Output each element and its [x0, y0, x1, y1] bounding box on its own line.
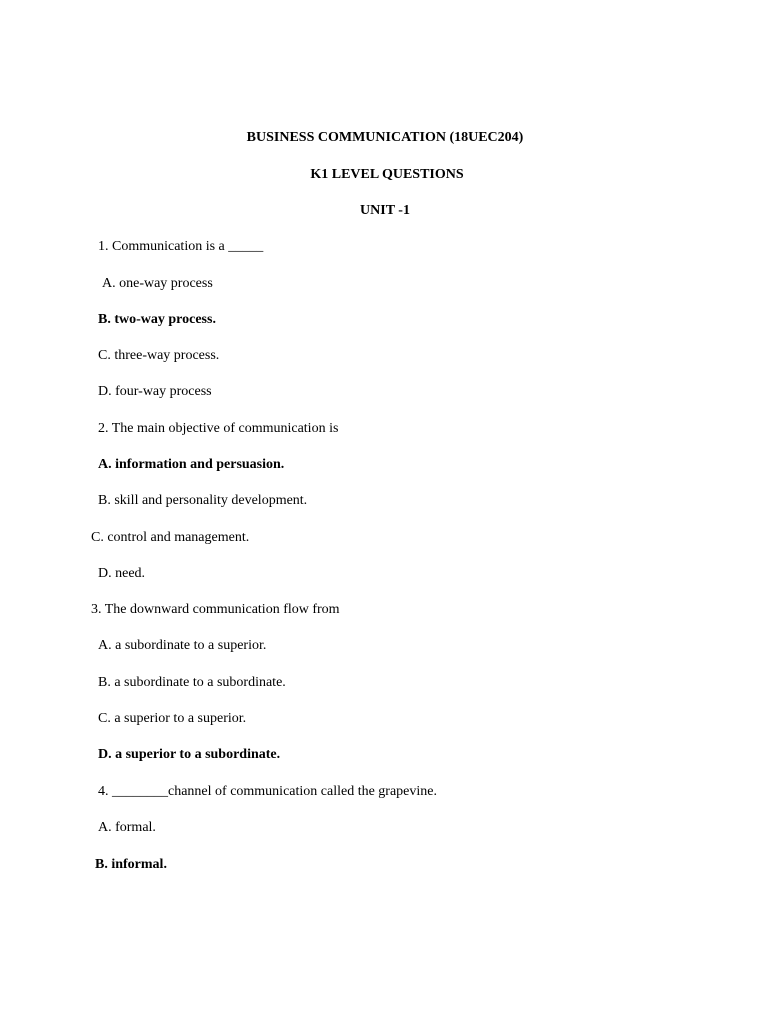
option: A. one-way process — [102, 276, 213, 291]
option: D. need. — [98, 566, 146, 581]
option: C. three-way process. — [98, 348, 220, 363]
question-level-heading: K1 LEVEL QUESTIONS — [310, 167, 464, 182]
answer-option: A. information and persuasion. — [98, 457, 285, 472]
option: C. control and management. — [91, 530, 250, 545]
question-text: 2. The main objective of communication is — [98, 421, 339, 436]
unit-heading: UNIT -1 — [360, 203, 410, 218]
document-title: BUSINESS COMMUNICATION (18UEC204) — [246, 130, 524, 145]
answer-option: B. two-way process. — [98, 312, 216, 327]
option: B. skill and personality development. — [98, 493, 308, 508]
option: D. four-way process — [98, 384, 212, 399]
question-text: 1. Communication is a _____ — [98, 239, 264, 254]
answer-option: D. a superior to a subordinate. — [98, 747, 281, 762]
question-text: 4. ________channel of communication called the grapevine. — [98, 784, 438, 799]
option: C. a superior to a superior. — [98, 711, 247, 726]
option: A. formal. — [98, 820, 156, 835]
option: A. a subordinate to a superior. — [98, 638, 267, 653]
option: B. a subordinate to a subordinate. — [98, 675, 286, 690]
question-text: 3. The downward communication flow from — [91, 602, 340, 617]
answer-option: B. informal. — [95, 857, 167, 872]
